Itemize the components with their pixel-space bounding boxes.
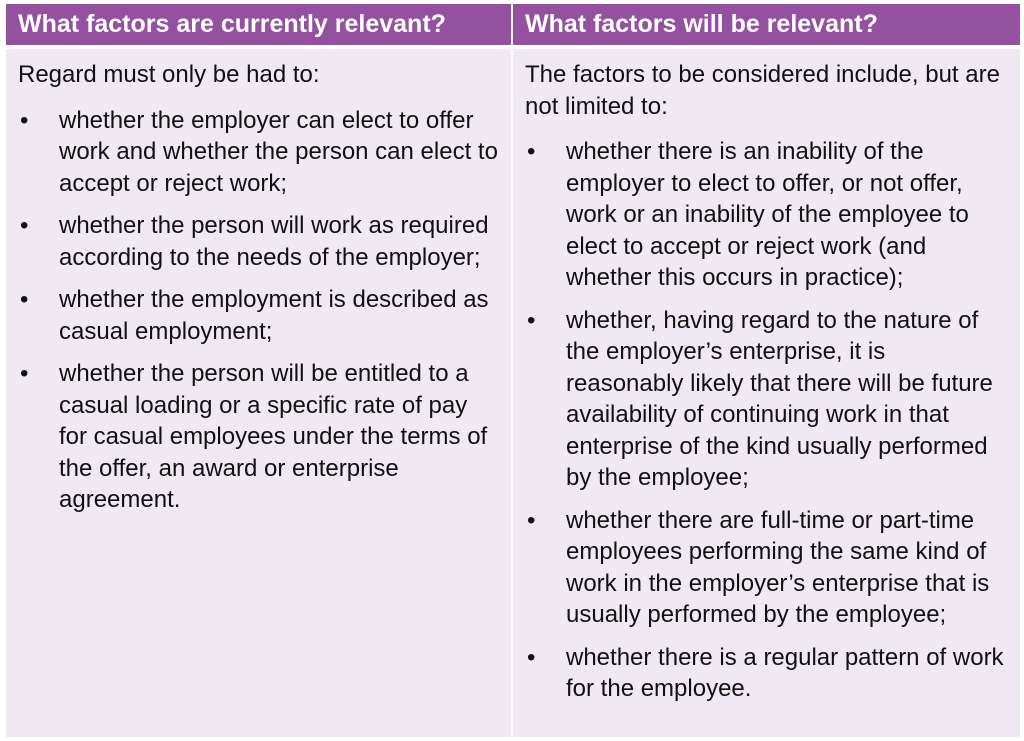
right-intro-text: The factors to be considered include, but are not limited to: xyxy=(525,61,1000,120)
list-item-text: whether the employment is described as casual employment; xyxy=(59,286,489,345)
factors-table xyxy=(6,4,1018,737)
right-column-cell xyxy=(513,49,1020,737)
list-item xyxy=(18,210,499,273)
right-column-header: What factors will be relevant? xyxy=(513,4,1020,45)
list-item xyxy=(525,136,1008,294)
bullet-icon: • xyxy=(527,506,536,534)
bullet-icon: • xyxy=(20,286,29,313)
list-item-text: whether, having regard to the nature of the employer’s enterprise, it is reasonably likely that there will be future availability of continuing work in that enterprise of the kind usually performed by the employee; xyxy=(566,306,993,491)
list-item xyxy=(525,305,1008,494)
list-item xyxy=(18,105,499,200)
list-item-text: whether there is an inability of the employer to elect to offer, or not offer, work or an inability of the employee to elect to accept or reject work (and whether this occurs in practice); xyxy=(566,138,969,291)
bullet-icon: • xyxy=(527,306,536,334)
list-item xyxy=(525,642,1008,705)
right-bullet-list xyxy=(525,136,1008,705)
list-item-text: whether the employer can elect to offer work and whether the person can elect to accept or reject work; xyxy=(59,106,498,197)
bullet-icon: • xyxy=(527,643,536,671)
list-item-text: whether the person will be entitled to a casual loading or a specific rate of pay for casual employees under the terms of the offer, an award or enterprise agreement. xyxy=(59,360,488,513)
bullet-icon: • xyxy=(20,360,29,387)
list-item-text: whether there are full-time or part-time employees performing the same kind of work in the employer’s enterprise that is usually performed by the employee; xyxy=(566,506,990,628)
left-bullet-list xyxy=(18,105,499,516)
list-item xyxy=(18,358,499,516)
list-item xyxy=(18,284,499,347)
list-item-text: whether there is a regular pattern of work for the employee. xyxy=(566,643,1004,702)
list-item xyxy=(525,505,1008,631)
left-column-cell xyxy=(6,49,511,737)
left-intro-text: Regard must only be had to: xyxy=(18,61,320,88)
left-column-header: What factors are currently relevant? xyxy=(6,4,511,45)
bullet-icon: • xyxy=(20,106,29,134)
bullet-icon: • xyxy=(20,212,29,239)
list-item-text: whether the person will work as required according to the needs of the employer; xyxy=(59,212,489,271)
bullet-icon: • xyxy=(527,138,536,165)
